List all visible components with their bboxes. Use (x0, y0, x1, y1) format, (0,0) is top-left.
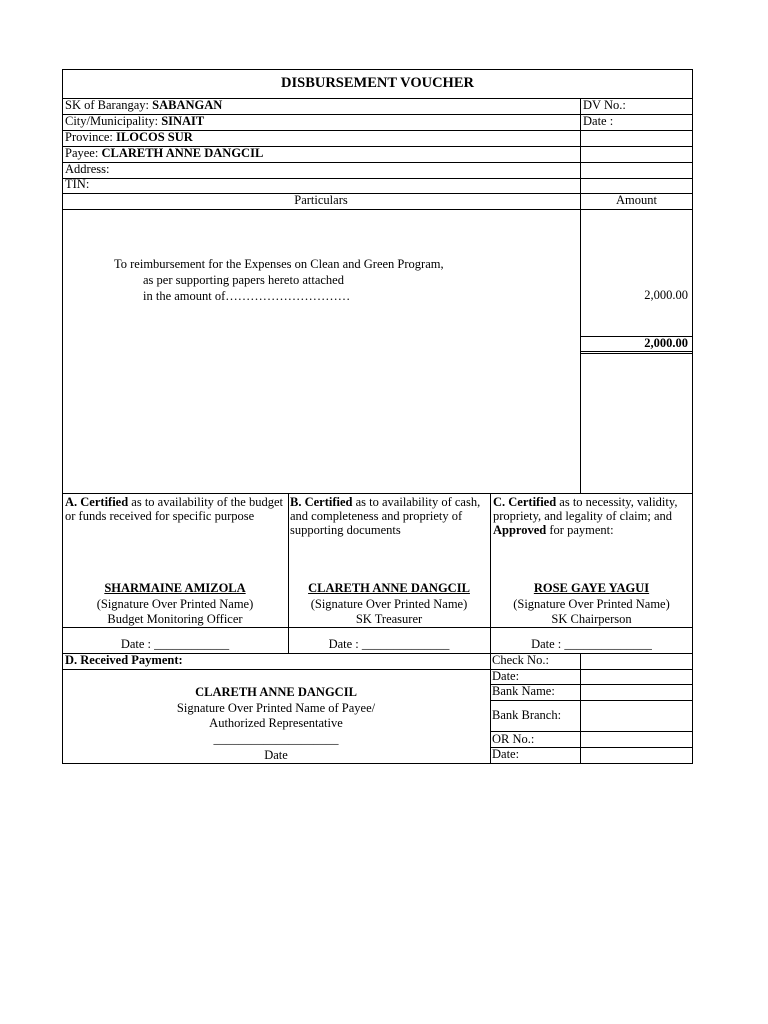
barangay-value: SABANGAN (152, 98, 223, 112)
check-date-label: Date: (492, 669, 520, 683)
barangay-field (65, 98, 222, 113)
certification-c-text: C. Certified as to necessity, validity, propriety, and legality of claim; and Approved for payment: (493, 495, 678, 537)
certifier-b-signature-caption: (Signature Over Printed Name) (310, 597, 468, 611)
province-field (65, 130, 193, 145)
barangay-label: SK of Barangay: (65, 98, 150, 112)
received-payment-label: D. Received Payment: (65, 653, 183, 667)
payee-field (65, 146, 263, 161)
address-label: Address: (65, 162, 110, 176)
certifier-a-role: Budget Monitoring Officer (107, 612, 243, 626)
amount-value: 2,000.00 (644, 288, 688, 302)
city-field (65, 114, 204, 129)
payee-signature-caption-1: Signature Over Printed Name of Payee/ (176, 701, 376, 715)
certifier-b-date: Date : ______________ (328, 637, 450, 651)
payee-signature-name: CLARETH ANNE DANGCIL (195, 685, 357, 699)
payee-date-label: Date (264, 748, 288, 762)
particulars-line-1: To reimbursement for the Expenses on Clean and Green Program, (114, 257, 444, 271)
dv-number-label: DV No.: (583, 98, 626, 112)
voucher-title: DISBURSEMENT VOUCHER (281, 75, 474, 91)
certifier-c-signature-caption: (Signature Over Printed Name) (513, 597, 670, 611)
payee-label: Payee: (65, 146, 99, 160)
amount-total: 2,000.00 (644, 336, 688, 350)
certifier-a-date: Date : ____________ (120, 637, 230, 651)
tin-label: TIN: (65, 177, 90, 191)
city-label: City/Municipality: (65, 114, 159, 128)
payee-value: CLARETH ANNE DANGCIL (101, 146, 264, 160)
certification-a-text: A. Certified as to availability of the budget or funds received for specific purpose (65, 495, 283, 523)
particulars-line-3: in the amount of………………………… (143, 289, 351, 303)
certifier-a-signature-caption: (Signature Over Printed Name) (96, 597, 254, 611)
province-label: Province: (65, 130, 113, 144)
certifier-a-name: SHARMAINE AMIZOLA (104, 581, 246, 595)
certifier-b-role: SK Treasurer (355, 612, 423, 626)
certification-b-text: B. Certified as to availability of cash, and completeness and propriety of supporting documents (290, 495, 481, 537)
particulars-line-2: as per supporting papers hereto attached (143, 273, 344, 287)
payee-signature-caption-2: Authorized Representative (209, 716, 343, 730)
particulars-header: Particulars (294, 193, 348, 207)
amount-header: Amount (616, 193, 657, 207)
or-date-label: Date: (492, 747, 520, 761)
bank-branch-label: Bank Branch: (492, 708, 562, 722)
bank-name-label: Bank Name: (492, 684, 555, 698)
certifier-c-role: SK Chairperson (551, 612, 632, 626)
province-value: ILOCOS SUR (116, 130, 193, 144)
certifier-b-name: CLARETH ANNE DANGCIL (308, 581, 470, 595)
dv-date-label: Date : (583, 114, 614, 128)
or-number-label: OR No.: (492, 732, 535, 746)
city-value: SINAIT (161, 114, 205, 128)
certifier-c-date: Date : ______________ (531, 637, 652, 651)
payee-date-line: ____________________ (213, 732, 339, 746)
check-number-label: Check No.: (492, 653, 549, 667)
certifier-c-name: ROSE GAYE YAGUI (533, 581, 650, 595)
